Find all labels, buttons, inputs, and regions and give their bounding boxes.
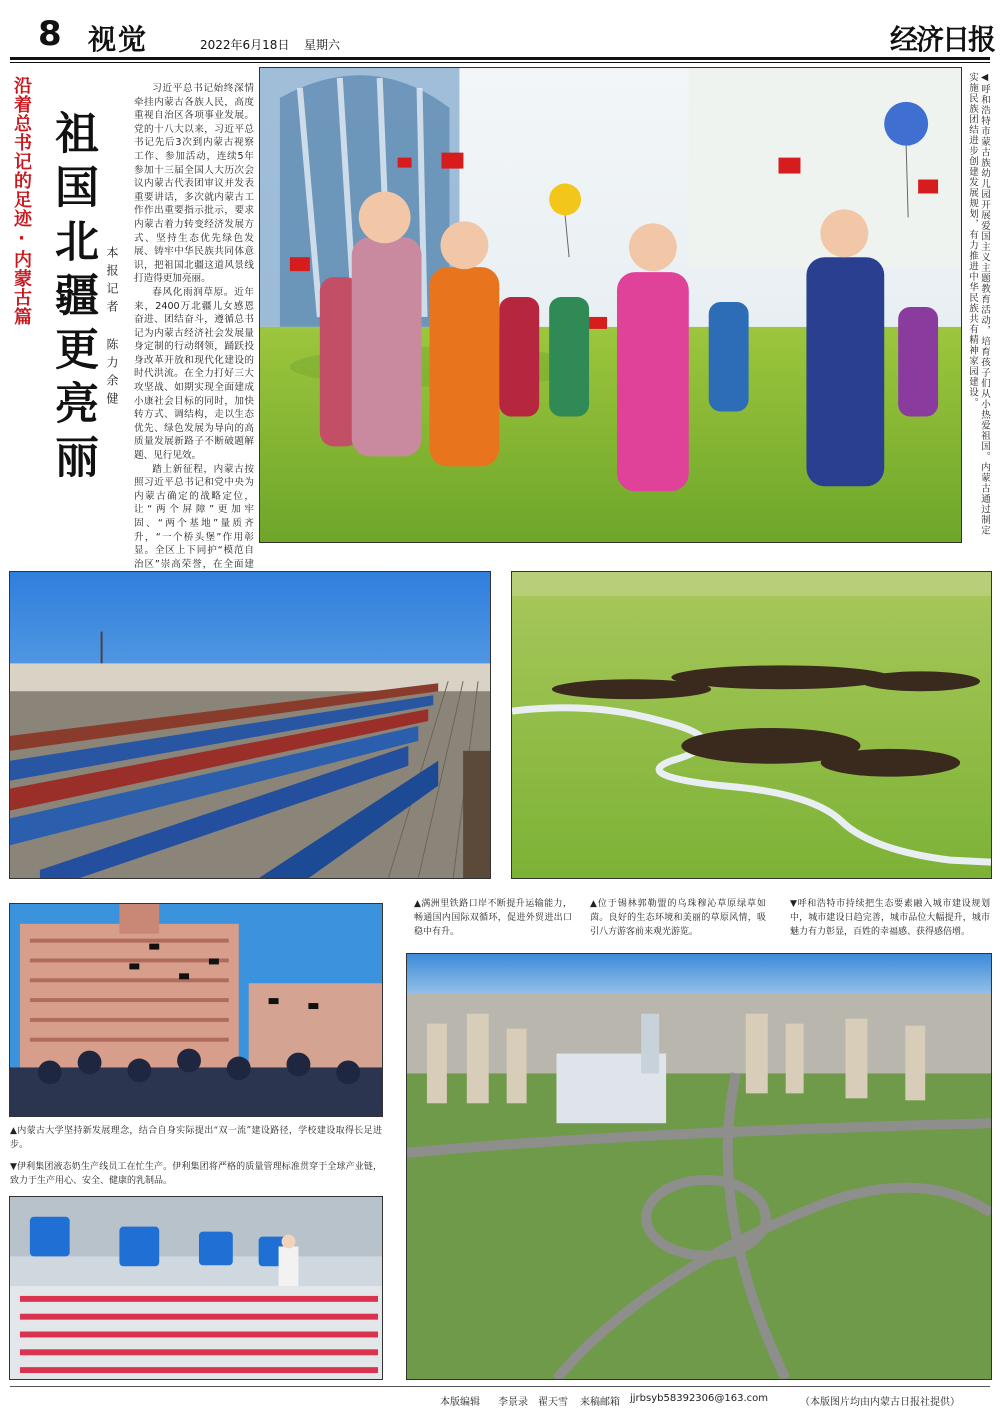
city-caption: ▼呼和浩特市持续把生态要素融入城市建设规划中，城市建设日趋完善，城市品位大幅提升，城市魅力有力彰显，百姓的幸福感、获得感倍增。: [790, 899, 990, 937]
factory-caption: ▼伊利集团液态奶生产线员工在忙生产。伊利集团将严格的质量管理标准贯穿于全球产业链，致力于生产用心、安全、健康的乳制品。: [10, 1162, 382, 1186]
university-photo: [9, 903, 383, 1117]
email-label: 来稿邮箱: [580, 1397, 620, 1408]
city-photo-art: [407, 954, 991, 1379]
kids-photo-art: [260, 68, 961, 542]
railway-photo: [9, 571, 491, 879]
article-body: [134, 82, 254, 626]
grassland-photo: [511, 571, 992, 879]
series-title: 沿着总书记的足迹·内蒙古篇: [11, 76, 32, 326]
grassland-photo-art: [512, 572, 991, 878]
header-rule-thin: [10, 62, 990, 63]
university-photo-art: [10, 904, 382, 1116]
paragraph: 习近平总书记始终深情牵挂内蒙古各族人民，高度重视自治区各项事业发展。党的十八大以来，习近平总书记先后3次到内蒙古视察工作、参加活动，连续5年参加十三届全国人大历次会议内蒙古代表团审议并发表重要讲话，多次就内蒙古工作作出重要指示批示，要求内蒙古着力转变经济发展方式、坚持生态优先绿色发展、铸牢中华民族共同体意识，把祖国北疆这道风景线打造得更加亮丽。: [134, 83, 254, 285]
header-rule: [10, 57, 990, 60]
city-photo: [406, 953, 992, 1380]
editor-label: 本版编辑: [440, 1397, 480, 1408]
page-number: 8: [38, 14, 62, 54]
section-title: 视觉: [88, 23, 149, 56]
issue-date: 2022年6月18日: [200, 38, 290, 52]
photo-credit: （本版图片均由内蒙古日报社提供）: [800, 1397, 960, 1408]
factory-photo: [9, 1196, 383, 1380]
headline: 祖国北疆更亮丽: [47, 110, 98, 488]
footer-rule: [10, 1386, 990, 1387]
newspaper-masthead: 经济日报: [890, 23, 995, 56]
railway-photo-art: [10, 572, 490, 878]
submission-email[interactable]: jjrbsyb58392306@163.com: [630, 1393, 769, 1404]
university-caption: ▲内蒙古大学坚持新发展理念，结合自身实际提出“双一流”建设路径，学校建设取得长足进步。: [10, 1126, 382, 1150]
issue-weekday: 星期六: [304, 38, 341, 52]
factory-photo-art: [10, 1197, 382, 1379]
kids-caption: ◀呼和浩特市蒙古族幼儿园开展爱国主义主题教育活动，培育孩子们从小热爱祖国。内蒙古通过制定实施民族团结进步创建发展规划，有力推进中华民族共有精神家园建设。: [967, 72, 990, 536]
railway-caption: ▲满洲里铁路口岸不断提升运输能力，畅通国内国际双循环，促进外贸进出口稳中有升。: [414, 899, 572, 937]
paragraph: 踏上新征程，内蒙古按照习近平总书记和党中央为内蒙古确定的战略定位，让“两个屏障”更加牢固、“两个基地”量质齐升，“一个桥头堡”作用彰显。全区上下同护“模范自治区”崇高荣誉，在全面建: [134, 463, 254, 570]
grassland-caption: ▲位于锡林郭勒盟的乌珠穆沁草原绿草如茵。良好的生态环境和美丽的草原风情，吸引八方游客前来观光游览。: [590, 899, 766, 937]
byline: 本报记者 陈力余健: [105, 246, 119, 410]
paragraph: 春风化雨润草原。近年来，2400万北疆儿女感恩奋进、团结奋斗，遵循总书记为内蒙古经济社会发展量身定制的行动纲领，踊跃投身改革开放和现代化建设的时代洪流。在全力打好三大攻坚战、如期实现全面建成小康社会目标的同时，加快转方式、调结构，走以生态优先、绿色发展为导向的高质量发展新路子不断破题解题、见行见效。: [134, 286, 254, 462]
editors: 李景录 翟天雪: [498, 1397, 568, 1408]
kids-photo: [259, 67, 962, 543]
